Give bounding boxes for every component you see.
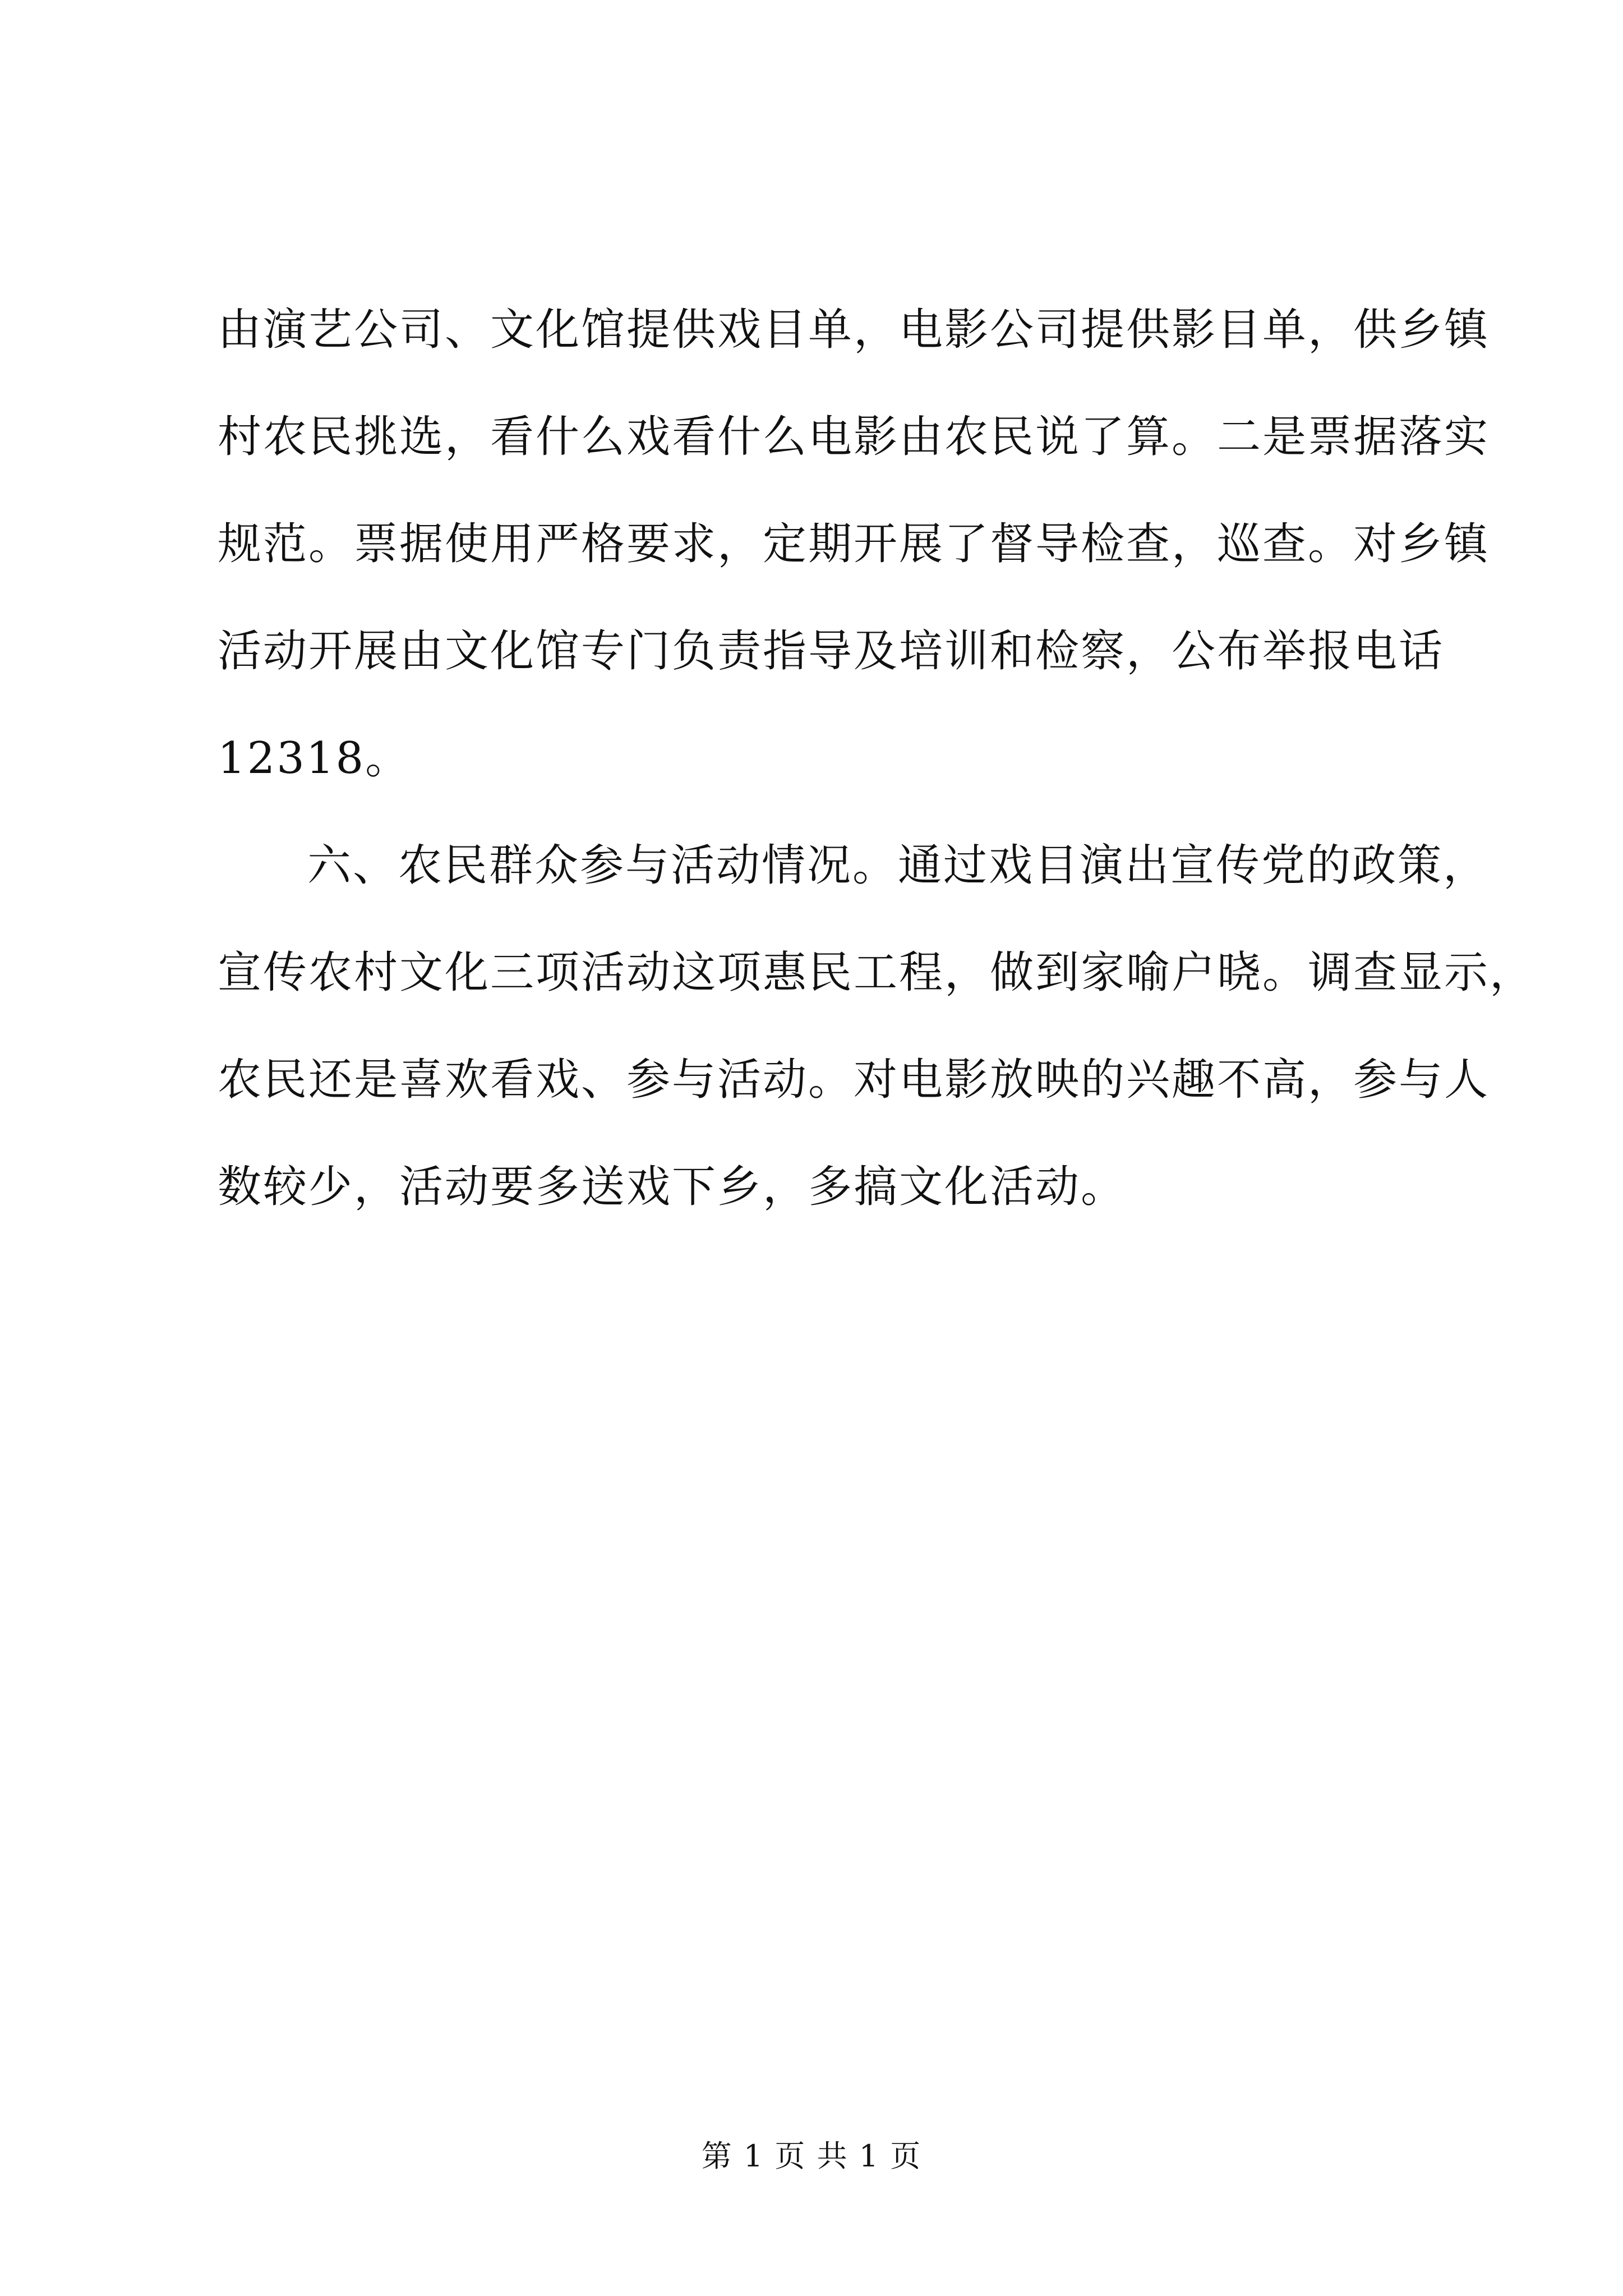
text-line: 村农民挑选，看什么戏看什么电影由农民说了算。二是票据落实 <box>218 412 1490 462</box>
text-line: 活动开展由文化馆专门负责指导及培训和检察，公布举报电话 <box>218 626 1445 677</box>
text-line: 数较少，活动要多送戏下乡，多搞文化活动。 <box>218 1162 1127 1212</box>
document-body <box>218 303 1536 1267</box>
text-line: 农民还是喜欢看戏、参与活动。对电影放映的兴趣不高，参与人 <box>218 1055 1490 1105</box>
text-line: 规范。票据使用严格要求，定期开展了督导检查，巡查。对乡镇 <box>218 519 1490 569</box>
text-line: 六、农民群众参与活动情况。通过戏目演出宣传党的政策， <box>307 840 1489 891</box>
paragraph-1 <box>218 303 1490 785</box>
text-line: 宣传农村文化三项活动这项惠民工程，做到家喻户晓。调查显示， <box>218 947 1536 998</box>
text-line: 12318。 <box>218 733 411 784</box>
paragraph-2 <box>218 839 1536 1214</box>
page-number-footer: 第 1 页 共 1 页 <box>701 2138 922 2174</box>
text-line: 由演艺公司、文化馆提供戏目单，电影公司提供影目单，供乡镇 <box>218 305 1490 355</box>
